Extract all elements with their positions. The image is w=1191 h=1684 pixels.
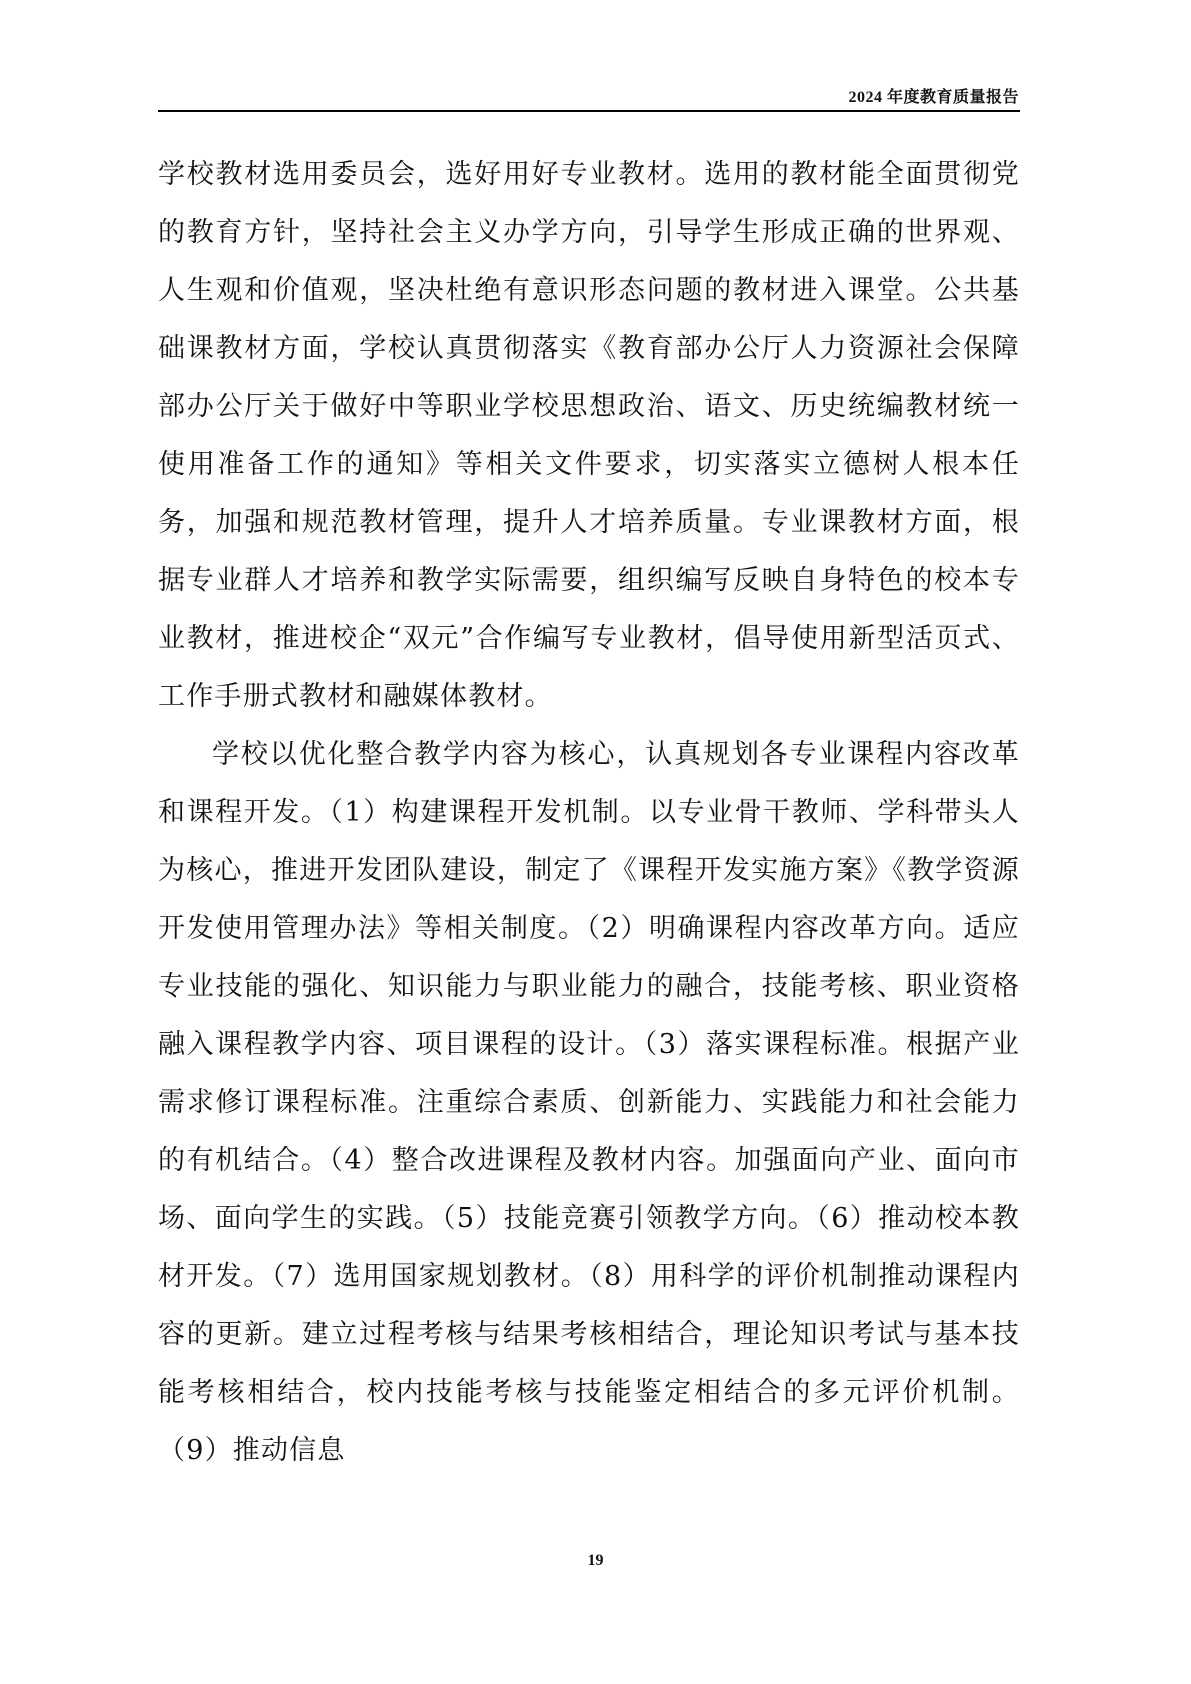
paragraph-1: 学校教材选用委员会，选好用好专业教材。选用的教材能全面贯彻党的教育方针，坚持社会主义办学方向，引导学生形成正确的世界观、人生观和价值观，坚决杜绝有意识形态问题的教材进入课堂。公共基础课教材方面，学校认真贯彻落实《教育部办公厅人力资源社会保障部办公厅关于做好中等职业学校思想政治、语文、历史统编教材统一使用准备工作的通知》等相关文件要求，切实落实立德树人根本任务，加强和规范教材管理，提升人才培养质量。专业课教材方面，根据专业群人才培养和教学实际需要，组织编写反映自身特色的校本专业教材，推进校企“双元”合作编写专业教材，倡导使用新型活页式、工作手册式教材和融媒体教材。 [158, 159, 1020, 712]
paragraph-2: 学校以优化整合教学内容为核心，认真规划各专业课程内容改革和课程开发。（1）构建课程开发机制。以专业骨干教师、学科带头人为核心，推进开发团队建设，制定了《课程开发实施方案》《教学资源开发使用管理办法》等相关制度。（2）明确课程内容改革方向。适应专业技能的强化、知识能力与职业能力的融合，技能考核、职业资格融入课程教学内容、项目课程的设计。（3）落实课程标准。根据产业需求修订课程标准。注重综合素质、创新能力、实践能力和社会能力的有机结合。（4）整合改进课程及教材内容。加强面向产业、面向市场、面向学生的实践。（5）技能竞赛引领教学方向。（6）推动校本教材开发。（7）选用国家规划教材。（8）用科学的评价机制推动课程内容的更新。建立过程考核与结果考核相结合，理论知识考试与基本技能考核相结合，校内技能考核与技能鉴定相结合的多元评价机制。（9）推动信息 [158, 739, 1020, 1466]
header-divider [158, 110, 1020, 112]
page-number: 19 [587, 1552, 604, 1569]
report-title: 2024 年度教育质量报告 [848, 89, 1019, 106]
body-text [158, 146, 1020, 1480]
